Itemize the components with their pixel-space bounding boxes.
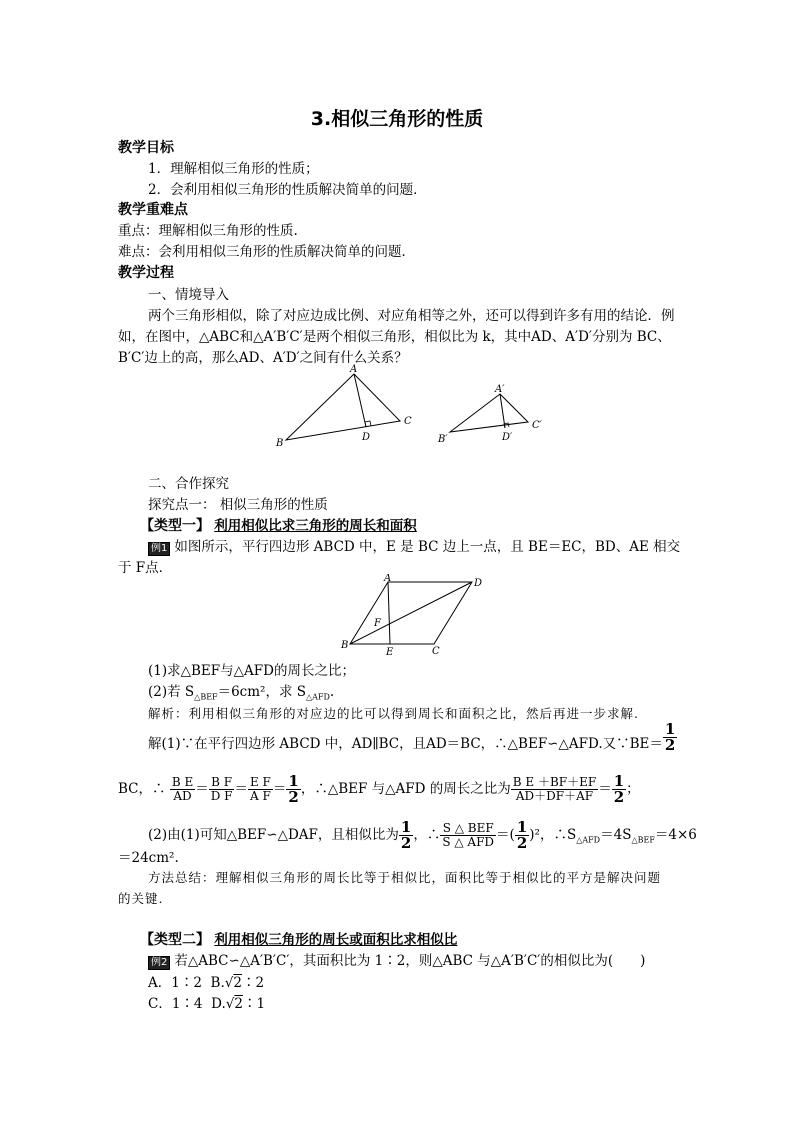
fraction-half [612,774,626,805]
sol2-sub: △AFD [576,835,601,845]
label-B: B [276,438,284,449]
solution-2-result: ＝24cm². [118,850,179,866]
big-triangle [275,364,412,449]
label-C: C [404,416,412,427]
label-B: B [341,640,349,651]
label-D-prime: D′ [502,432,513,443]
equals: ＝ [598,781,612,797]
intro-paragraph: B′C′边上的高，那么AD、A′D′之间有什么关系？ [118,350,408,366]
fraction-bf-df [209,776,235,803]
fraction-half [399,820,413,851]
frac-den: 2 [613,788,625,806]
sol2-sub: △BEF [631,835,655,845]
option-d-radicand: 2 [234,996,243,1012]
sol2-text: ＝4×6 [654,827,697,843]
intro-paragraph: 两个三角形相似，除了对应边成比例、对应角相等之外，还可以得到许多有用的结论．例 [148,308,675,324]
frac-num: B E [171,775,194,789]
option-b-radicand: 2 [233,975,242,991]
label-C-prime: C′ [532,420,542,431]
options-row [148,973,264,993]
label-A: A [350,364,358,375]
sol1-text: BC，∴ [118,781,166,797]
parallelogram-figure [336,574,486,658]
fraction-be-ad [170,776,195,803]
example2-line [148,951,645,971]
fraction-perimeter [511,776,598,803]
frac-den: A F [250,789,271,803]
type1-bracket: 【类型一】 [140,518,210,534]
frac-num: B F [209,776,235,790]
goal-item: 2．会利用相似三角形的性质解决简单的问题． [148,182,427,198]
frac-num: 1 [664,720,676,738]
frac-num: B E ＋BF＋EF [512,775,597,789]
sqrt-icon: √ [225,996,235,1012]
keypoint-difficulty: 难点：会利用相似三角形的性质解决简单的问题． [118,244,415,260]
summary: 的关键. [118,891,164,906]
keypoints-heading: 教学重难点 [118,202,188,218]
label-D: D [362,432,371,443]
analysis: 解析：利用相似三角形的对应边的比可以得到周长和面积之比，然后再进一步求解. [148,706,639,721]
label-A-prime: A′ [495,384,505,395]
fraction-ef-af [248,776,273,803]
frac-den: 2 [664,736,676,754]
q2-text: (2)若 S [148,684,195,700]
explore-heading: 二、合作探究 [148,476,229,492]
option-c: C．1∶4 [148,996,203,1012]
frac-num: 1 [400,818,412,836]
q2-sub: △AFD [306,692,330,702]
explore-point-1: 探究点一： 相似三角形的性质 [148,497,328,513]
fraction-half [286,774,300,805]
summary: 方法总结：理解相似三角形的周长比等于相似比，面积比等于相似比的平方是解决问题 [148,870,662,885]
example2-text: 若△ABC∽△A′B′C′，其面积比为 1∶2，则△ABC 与△A′B′C′的相似比为( ) [174,953,646,969]
type2-bracket: 【类型二】 [140,932,210,948]
sol1-text: ； [626,781,640,797]
keypoint-focus: 重点：理解相似三角形的性质. [118,223,298,239]
frac-num: 1 [613,772,625,790]
fraction-half [663,722,677,753]
label-F: F [374,618,381,629]
fraction-area [440,822,496,849]
q2-text: . [329,684,335,700]
frac-num: E F [249,775,271,789]
frac-den: 2 [516,834,528,852]
frac-den: S △ AFD [442,835,495,849]
equals: ＝ [272,781,287,797]
option-a: A．1∶2 [148,975,202,991]
type2-heading [140,930,457,950]
example1-badge: 例1 [148,542,170,556]
q2-sub: △BEF [194,692,218,702]
q2-text: ＝6cm²，求 S [217,684,306,700]
frac-den: AD [173,789,192,803]
goal-item: 1．理解相似三角形的性质； [148,161,319,177]
example1-text: 如图所示，平行四边形 ABCD 中，E 是 BC 边上一点，且 BE＝EC，BD、AE 相交 [174,539,681,555]
frac-den: D F [210,789,233,803]
frac-den: 2 [400,834,412,852]
label-D: D [474,578,483,589]
sol2-text: (2)由(1)可知△BEF∽△DAF，且相似比为 [148,827,399,843]
sol2-text: )²，∴S [529,827,577,843]
question-1: (1)求△BEF与△AFD的周长之比； [148,663,355,679]
sol2-text: ＝4S [600,827,632,843]
type1-title: 利用相似比求三角形的周长和面积 [214,518,417,534]
frac-den: 2 [288,788,299,806]
process-heading: 教学过程 [118,265,174,281]
sol2-text: ，∴ [413,827,441,843]
type2-title: 利用相似三角形的周长或面积比求相似比 [214,932,458,948]
example2-badge: 例2 [148,956,170,970]
example1-line2: 于 F点． [118,560,173,576]
options-row [148,994,265,1014]
sqrt-icon: √ [224,975,234,991]
sol1-text: ，∴△BEF 与△AFD 的周长之比为 [300,781,511,797]
label-A: A [384,574,392,584]
option-b-tail: ∶2 [241,975,265,991]
option-d-label: D. [211,996,226,1012]
frac-num: 1 [288,772,299,790]
intro-paragraph: 如，在图中，△ABC和△A′B′C′是两个相似三角形，相似比为 k，其中AD、A′D′分别为 BC、 [118,329,671,345]
frac-den: AD＋DF＋AF [515,789,594,803]
similar-triangles-figure [270,362,560,454]
frac-num: 1 [516,818,528,836]
label-B-prime: B′ [438,434,448,445]
small-triangle [437,384,543,445]
equals: ＝ [234,781,248,797]
frac-num: S △ BEF [440,822,496,836]
type1-heading [140,516,417,536]
solution-1-ratios [118,774,640,805]
sol2-text: ＝( [496,827,515,843]
page-title: 3.相似三角形的性质 [310,108,484,130]
option-b-label: B. [210,975,225,991]
label-E: E [386,647,394,658]
solution-1-line [148,720,677,754]
equals: ＝ [195,781,209,797]
goals-heading: 教学目标 [118,140,174,156]
intro-heading: 一、情境导入 [148,287,229,303]
label-C: C [432,646,440,657]
example1-line [148,537,680,557]
sol1-text: 解(1)∵在平行四边形 ABCD 中，AD∥BC，且AD＝BC，∴△BEF∽△AFD.又∵BE＝ [148,736,663,752]
solution-2-line [148,820,697,851]
option-d-tail: ∶1 [242,996,266,1012]
fraction-half [515,820,529,851]
